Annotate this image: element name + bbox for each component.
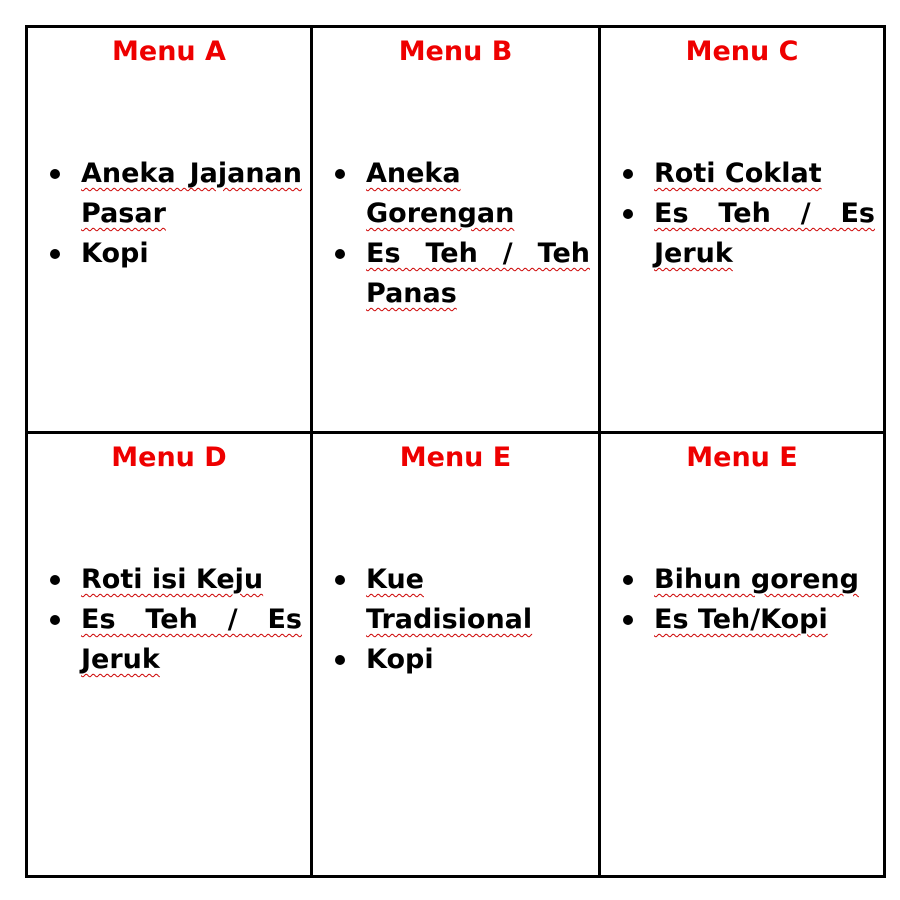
menu-cell <box>600 433 885 877</box>
menu-item-label: Aneka Jajanan Pasar <box>81 158 302 229</box>
menu-item-label: Es Teh / Es Jeruk <box>654 198 875 269</box>
menu-list <box>329 154 590 314</box>
menu-item-label: Es Teh / Teh Panas <box>366 238 590 309</box>
menu-cell <box>27 27 312 433</box>
menu-list <box>617 154 875 274</box>
menu-item-label: Aneka Gorengan <box>366 158 515 229</box>
menu-item <box>329 640 590 680</box>
menu-item <box>44 234 302 274</box>
bullet-icon <box>50 169 60 179</box>
menu-item <box>617 154 875 194</box>
menu-item-label: Bihun goreng <box>654 564 859 595</box>
menu-item <box>617 600 875 640</box>
menu-item-label: Kopi <box>81 238 149 269</box>
menu-cell <box>312 27 600 433</box>
bullet-icon <box>50 249 60 259</box>
menu-item <box>44 560 302 600</box>
bullet-icon <box>335 655 345 665</box>
menu-item <box>617 560 875 600</box>
menu-item-label: Kopi <box>366 644 434 675</box>
bullet-icon <box>623 169 633 179</box>
menu-title: Menu B <box>398 36 513 67</box>
bullet-icon <box>623 575 633 585</box>
menu-cell <box>312 433 600 877</box>
menu-item-label: Kue Tradisional <box>366 564 533 635</box>
menu-item <box>44 154 302 234</box>
menu-title: Menu C <box>685 36 799 67</box>
bullet-icon <box>335 249 345 259</box>
menu-item-label: Es Teh/Kopi <box>654 604 828 635</box>
menu-grid <box>25 25 886 878</box>
bullet-icon <box>623 615 633 625</box>
menu-list <box>44 560 302 680</box>
menu-row <box>27 433 885 877</box>
menu-title: Menu D <box>111 442 227 473</box>
menu-list <box>617 560 875 640</box>
menu-item-label: Es Teh / Es Jeruk <box>81 604 302 675</box>
menu-cell <box>27 433 312 877</box>
bullet-icon <box>335 575 345 585</box>
menu-item <box>329 154 590 234</box>
bullet-icon <box>50 615 60 625</box>
menu-list <box>44 154 302 274</box>
menu-item-label: Roti Coklat <box>654 158 822 189</box>
bullet-icon <box>623 209 633 219</box>
menu-title: Menu A <box>112 36 226 67</box>
bullet-icon <box>335 169 345 179</box>
menu-item <box>329 560 590 640</box>
menu-list <box>329 560 590 680</box>
menu-cell <box>600 27 885 433</box>
menu-row <box>27 27 885 433</box>
menu-item <box>617 194 875 274</box>
menu-title: Menu E <box>686 442 798 473</box>
menu-item <box>44 600 302 680</box>
bullet-icon <box>50 575 60 585</box>
menu-item <box>329 234 590 314</box>
menu-item-label: Roti isi Keju <box>81 564 264 595</box>
menu-title: Menu E <box>399 442 512 473</box>
